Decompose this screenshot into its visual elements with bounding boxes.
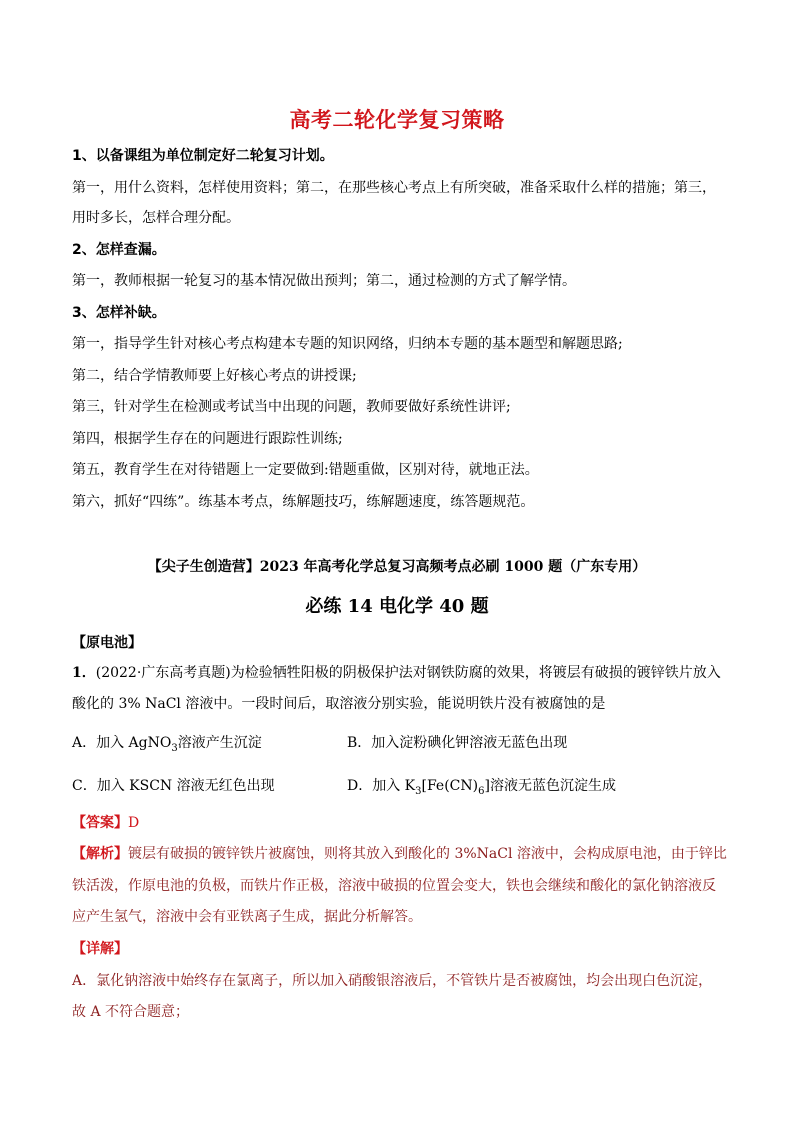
- exam-header: 【尖子生创造营】2023 年高考化学总复习高频考点必刷 1000 题（广东专用）: [147, 559, 647, 575]
- question-text-line1: (2022·广东高考真题)为检验牺牲阳极的阴极保护法对钢铁防腐的效果，将镀层有破损的镀锌铁片放入: [95, 665, 721, 681]
- paragraph-check: 第一，教师根据一轮复习的基本情况做出预判；第二，通过检测的方式了解学情。: [72, 273, 576, 289]
- list-item: 第三，针对学生在检测或考试当中出现的问题，教师要做好系统性讲评;: [72, 399, 511, 415]
- option-d: [347, 776, 616, 802]
- exam-subtitle: 必练 14 电化学 40 题: [305, 596, 489, 617]
- heading-check: 2、怎样查漏。: [72, 242, 166, 258]
- option-d-close: ]: [484, 778, 490, 794]
- detail-line2: 故 A 不符合题意；: [72, 1004, 190, 1020]
- list-item: 第五，教育学生在对待错题上一定要做到:错题重做，区别对待，就地正法。: [72, 462, 539, 478]
- list-item: 第六，抓好“四练”。练基本考点，练解题技巧，练解题速度，练答题规范。: [72, 494, 535, 510]
- detail-line1: A．氯化钠溶液中始终存在氯离子，所以加入硝酸银溶液后，不管铁片是否被腐蚀，均会出现白色沉淀，: [72, 973, 713, 989]
- analysis-text-line1: 镀层有破损的镀锌铁片被腐蚀，则将其放入到酸化的 3%NaCl 溶液中，会构成原电池，由于锌比: [128, 846, 727, 862]
- answer-value: D: [128, 815, 140, 831]
- answer-label: 【答案】: [72, 815, 128, 831]
- paragraph-plan-line1: 第一，用什么资料，怎样使用资料；第二，在那些核心考点上有所突破，准备采取什么样的措施；第三，: [72, 180, 716, 196]
- option-d-post: 溶液无蓝色沉淀生成: [489, 778, 616, 794]
- option-d-pre: D．加入 K: [347, 778, 416, 794]
- question-line2: 酸化的 3% NaCl 溶液中。一段时间后，取溶液分别实验，能说明铁片没有被腐蚀的是: [72, 696, 606, 712]
- question-number: 1．: [72, 665, 96, 681]
- option-d-sub2: 6: [478, 785, 485, 797]
- analysis-label: 【解析】: [72, 846, 128, 862]
- heading-fill: 3、怎样补缺。: [72, 305, 166, 321]
- option-a-post: 溶液产生沉淀: [177, 735, 262, 751]
- option-a-pre: A．加入 AgNO: [72, 735, 172, 751]
- option-a: [72, 733, 262, 759]
- section-tag: 【原电池】: [72, 635, 142, 651]
- option-d-sub1: 3: [415, 785, 422, 797]
- analysis-line3: 应产生氢气，溶液中会有亚铁离子生成，据此分析解答。: [72, 909, 422, 925]
- list-item: 第一，指导学生针对核心考点构建本专题的知识网络，归纳本专题的基本题型和解题思路;: [72, 336, 623, 352]
- paragraph-plan-line2: 用时多长，怎样合理分配。: [72, 210, 240, 226]
- list-item: 第二，结合学情教师要上好核心考点的讲授课;: [72, 368, 357, 384]
- heading-plan: 1、以备课组为单位制定好二轮复习计划。: [72, 148, 334, 164]
- analysis-line1: [72, 844, 727, 864]
- strategy-title: 高考二轮化学复习策略: [289, 108, 505, 132]
- answer-line: [72, 813, 722, 833]
- analysis-line2: 铁活泼，作原电池的负极，而铁片作正极，溶液中破损的位置会变大，铁也会继续和酸化的氯化钠溶液反: [72, 878, 716, 894]
- detail-label-text: 【详解】: [72, 941, 128, 957]
- question-line1: [72, 663, 722, 683]
- detail-label: [72, 939, 722, 959]
- option-a-sub: 3: [171, 742, 178, 754]
- option-b: B．加入淀粉碘化钾溶液无蓝色出现: [347, 735, 568, 751]
- option-c: C．加入 KSCN 溶液无红色出现: [72, 778, 275, 794]
- option-d-formula: [Fe(CN): [421, 778, 479, 794]
- list-item: 第四，根据学生存在的问题进行跟踪性训练;: [72, 431, 343, 447]
